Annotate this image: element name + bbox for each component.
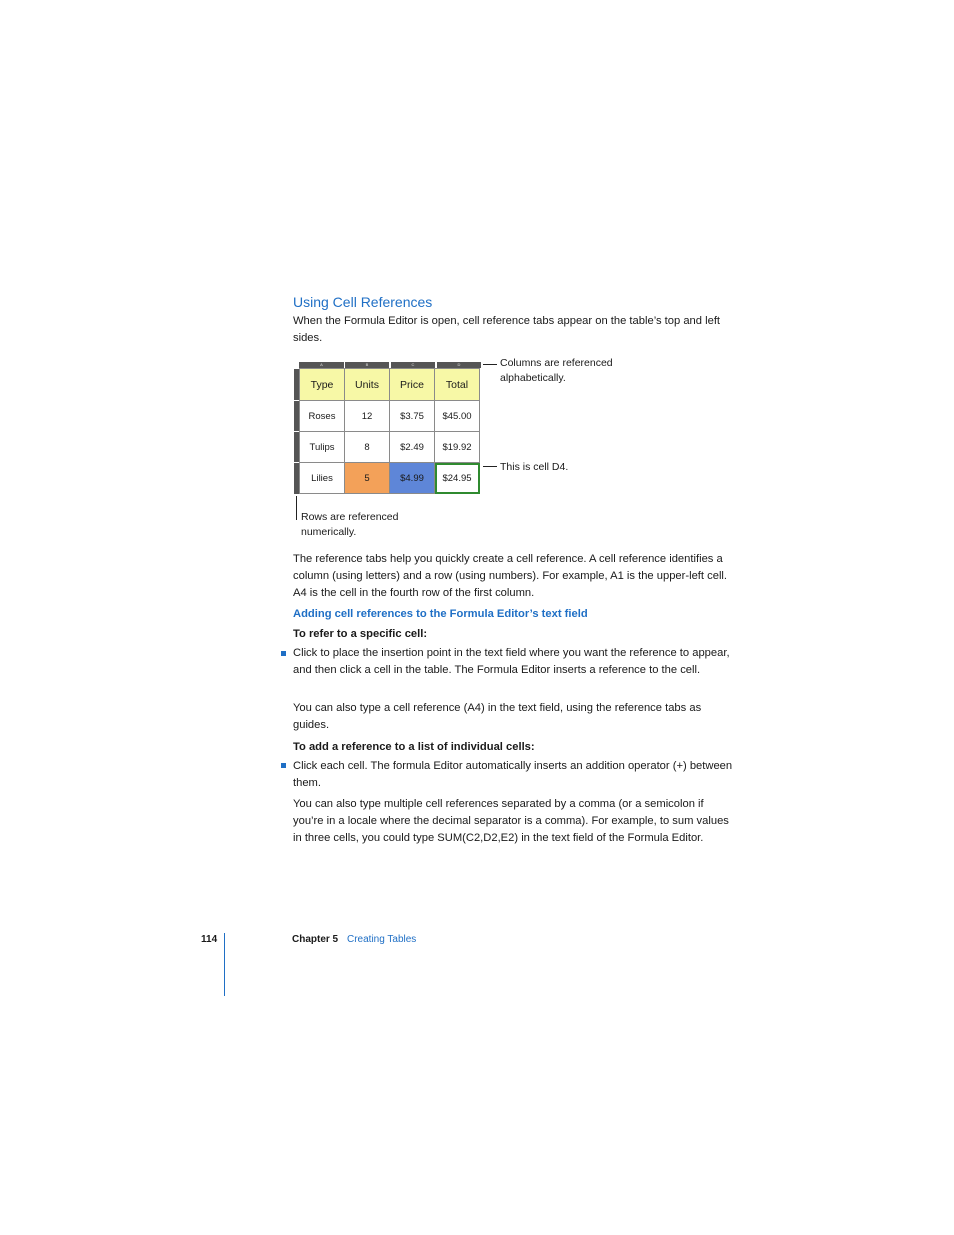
- callout-rows-line2: numerically.: [301, 526, 357, 538]
- footer-rule: [224, 933, 225, 996]
- table-cell-d4: $24.95: [435, 463, 480, 494]
- table-row: [300, 401, 480, 432]
- task2-bullet: Click each cell. The formula Editor automatically inserts an addition operator (+) between them.: [293, 760, 733, 789]
- intro-paragraph: When the Formula Editor is open, cell reference tabs appear on the table’s top and left sides.: [293, 315, 721, 344]
- column-tab-b: B: [345, 362, 389, 368]
- column-tab-d: D: [437, 362, 481, 368]
- footer-chapter-title: Creating Tables: [347, 934, 417, 945]
- header-cell: Units: [345, 369, 390, 401]
- table-cell-highlighted: 5: [345, 463, 390, 494]
- page-number: 114: [201, 934, 218, 945]
- reference-paragraph: The reference tabs help you quickly create a cell reference. A cell reference identifies a column (using letters) and a row (using numbers). For example, A1 is the upper-left cell. A4 is the cell in the fourth row of the first column.: [293, 553, 728, 599]
- header-cell: Type: [300, 369, 345, 401]
- callout-line-rows: [296, 496, 297, 520]
- callout-rows: [301, 510, 398, 540]
- table-cell: $2.49: [390, 432, 435, 463]
- column-tab-a: A: [299, 362, 344, 368]
- table-row: [300, 463, 480, 494]
- table-row: [300, 432, 480, 463]
- callout-cell: This is cell D4.: [500, 461, 569, 473]
- table-cell: Tulips: [300, 432, 345, 463]
- bullet-icon: [281, 763, 286, 768]
- table-cell: $3.75: [390, 401, 435, 432]
- task1-note: You can also type a cell reference (A4) in the text field, using the reference tabs as guides.: [293, 702, 702, 731]
- task1-bullet: Click to place the insertion point in the text field where you want the reference to appear, and then click a cell in the table. The Formula Editor inserts a reference to the cell.: [293, 647, 730, 676]
- header-cell: Price: [390, 369, 435, 401]
- task2-note: You can also type multiple cell references separated by a comma (or a semicolon if you’re in a locale where the decimal separator is a comma). For example, to sum values in three cells, you could type SUM(C2,D2,E2) in the text field of the Formula Editor.: [293, 798, 729, 844]
- subsection-heading: Adding cell references to the Formula Editor’s text field: [293, 608, 588, 620]
- task1-label: To refer to a specific cell:: [293, 628, 428, 640]
- header-cell: Total: [435, 369, 480, 401]
- example-table: [299, 368, 480, 494]
- column-tab-c: C: [391, 362, 435, 368]
- task2-label: To add a reference to a list of individual cells:: [293, 741, 535, 753]
- bullet-icon: [281, 651, 286, 656]
- table-cell: $45.00: [435, 401, 480, 432]
- callout-columns-line2: alphabetically.: [500, 372, 566, 384]
- table-cell: Lilies: [300, 463, 345, 494]
- callout-columns: [500, 356, 613, 386]
- callout-rows-line1: Rows are referenced: [301, 511, 399, 523]
- table-cell: 12: [345, 401, 390, 432]
- table-cell: 8: [345, 432, 390, 463]
- table-cell: $19.92: [435, 432, 480, 463]
- table-cell-highlighted: $4.99: [390, 463, 435, 494]
- callout-line-cell: [483, 466, 497, 467]
- callout-columns-line1: Columns are referenced: [500, 357, 613, 369]
- callout-line-columns: [483, 364, 497, 365]
- section-heading: Using Cell References: [293, 294, 433, 310]
- footer-chapter: Chapter 5: [292, 934, 339, 945]
- table-header-row: [300, 369, 480, 401]
- table-cell: Roses: [300, 401, 345, 432]
